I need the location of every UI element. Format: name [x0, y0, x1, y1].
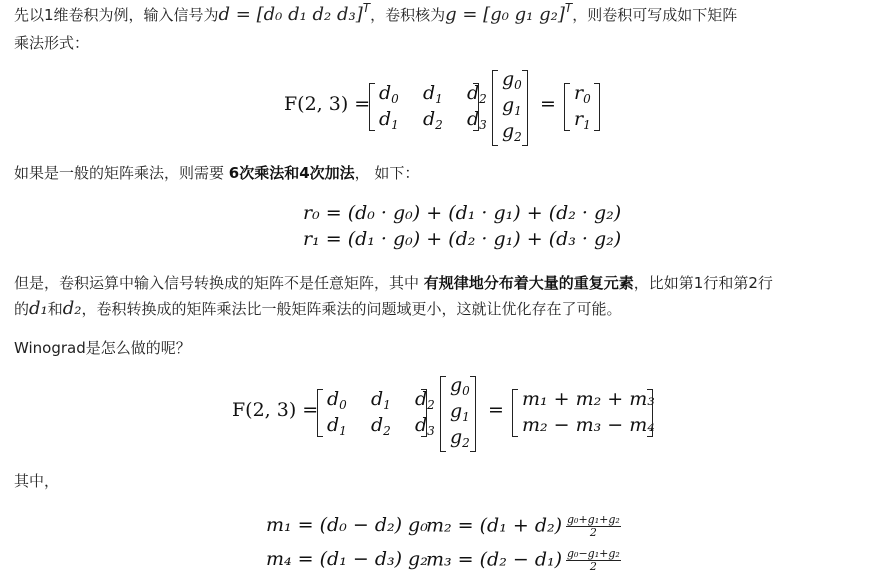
eq4-m2-expr: m₂ = (d₁ + d₂): [426, 514, 563, 537]
eq3-rhs-bracket-right: [647, 389, 653, 437]
eq3-lhs: F(2, 3) =: [232, 399, 319, 421]
intro-text-a: 先以1维卷积为例，输入信号为: [14, 6, 219, 24]
intro-text-c: ，则卷积可写成如下矩阵: [572, 6, 738, 24]
eq1-r0: $r_0$: [574, 82, 591, 106]
eq1-m11: $d_2$: [422, 108, 443, 132]
equation-3: [232, 374, 662, 454]
eq3-matrix-row-2: $d_1$ $d_2$ $d_3$: [327, 414, 435, 438]
eq1-matrix-row-1: [379, 82, 487, 104]
eq1-g2: $g_2$: [502, 120, 522, 144]
eq1-g1: $g_1$: [502, 94, 522, 118]
obs-line2-b: 和: [47, 300, 63, 318]
eq1-m02: $d_2$: [466, 82, 487, 106]
eq3-matrix-bracket-left: [317, 389, 323, 437]
where-label: 其中，: [14, 472, 60, 490]
eq1-matrix-row-2: [379, 108, 487, 130]
eq4-m2-denominator: 2: [589, 526, 597, 539]
obs-bold: 有规律地分布着大量的重复元素: [423, 274, 634, 292]
eq1-equals: =: [540, 93, 556, 115]
equation-4: [266, 510, 646, 576]
eq3-g2: $g_2$: [450, 426, 470, 450]
transpose-mark-g: T: [564, 1, 573, 15]
winograd-question: Winograd是怎么做的呢？: [14, 339, 191, 357]
eq4-m3-denominator: 2: [589, 560, 597, 573]
eq1-vector-bracket-left: [492, 70, 498, 146]
eq1-r1: $r_1$: [574, 108, 591, 132]
eq3-matrix-row-1: $d_0$ $d_1$ $d_2$: [327, 388, 435, 412]
eq2-r1: r₁ = (d₁ · g₀) + (d₂ · g₁) + (d₃ · g₂): [303, 228, 622, 250]
eq3-vector-bracket-right: [470, 376, 476, 452]
general-bold-count: 6次乘法和4次加法: [228, 164, 355, 182]
obs-text-b: ，比如第1行和第2行: [633, 274, 773, 292]
eq4-m3: [426, 548, 621, 573]
eq3-rhs-row-1: m₁ + m₂ + m₃: [522, 388, 655, 410]
eq1-m00: $d_0$: [379, 82, 399, 106]
eq3-vector-bracket-left: [440, 376, 446, 452]
eq1-lhs: F(2, 3) =: [284, 93, 371, 115]
eq1-rhs-bracket-right: [594, 83, 600, 131]
intro-paragraph: [14, 2, 737, 29]
eq1-m01: $d_1$: [422, 82, 443, 106]
eq3-g0: $g_0$: [450, 374, 470, 398]
eq4-m3-fraction: [566, 548, 621, 573]
eq4-m2-numerator: g₀+g₁+g₂: [567, 513, 620, 526]
eq4-m1: m₁ = (d₀ − d₂) g₀: [266, 514, 428, 536]
general-text-a: 如果是一般的矩阵乘法，则需要: [14, 164, 229, 182]
general-mult-paragraph: [14, 160, 419, 186]
eq1-matrix-bracket-right: [473, 83, 479, 131]
obs-text-a: 但是，卷积运算中输入信号转换成的矩阵不是任意矩阵，其中: [14, 274, 424, 292]
eq1-m12: $d_3$: [466, 108, 487, 132]
intro-text-b: ，卷积核为: [370, 6, 446, 24]
equation-1: [284, 68, 614, 148]
eq1-matrix-bracket-left: [369, 83, 375, 131]
eq3-matrix-bracket-right: [421, 389, 427, 437]
eq3-g1: $g_1$: [450, 400, 470, 424]
eq2-r0: r₀ = (d₀ · g₀) + (d₁ · g₁) + (d₂ · g₂): [303, 202, 622, 224]
observation-paragraph: [14, 270, 773, 296]
eq4-m3-expr: m₃ = (d₂ − d₁): [426, 548, 563, 571]
observation-line2: [14, 296, 622, 322]
eq1-rhs-bracket-left: [564, 83, 570, 131]
transpose-mark-d: T: [362, 1, 371, 15]
obs-d1: d₁: [29, 298, 48, 319]
input-signal-vector: d = [d₀ d₁ d₂ d₃]: [218, 4, 363, 25]
obs-line2-c: ，卷积转换成的矩阵乘法比一般矩阵乘法的问题域更小，这就让优化存在了可能。: [81, 300, 622, 318]
eq3-equals: =: [488, 399, 504, 421]
eq4-m2-fraction: [566, 514, 621, 539]
intro-line2: 乘法形式：: [14, 34, 90, 52]
obs-line2-a: 的: [14, 300, 30, 318]
eq4-m2: [426, 514, 621, 539]
eq1-vector-bracket-right: [522, 70, 528, 146]
eq4-m4: m₄ = (d₁ − d₃) g₂: [266, 548, 428, 570]
eq4-m3-numerator: g₀−g₁+g₂: [567, 547, 620, 560]
eq3-rhs-row-2: m₂ − m₃ − m₄: [522, 414, 655, 436]
eq1-m10: $d_1$: [379, 108, 399, 132]
obs-d2: d₂: [62, 298, 82, 319]
eq1-g0: $g_0$: [502, 68, 522, 92]
general-text-b: ， 如下：: [354, 164, 420, 182]
kernel-vector: g = [g₀ g₁ g₂]: [445, 4, 565, 25]
eq3-rhs-bracket-left: [512, 389, 518, 437]
